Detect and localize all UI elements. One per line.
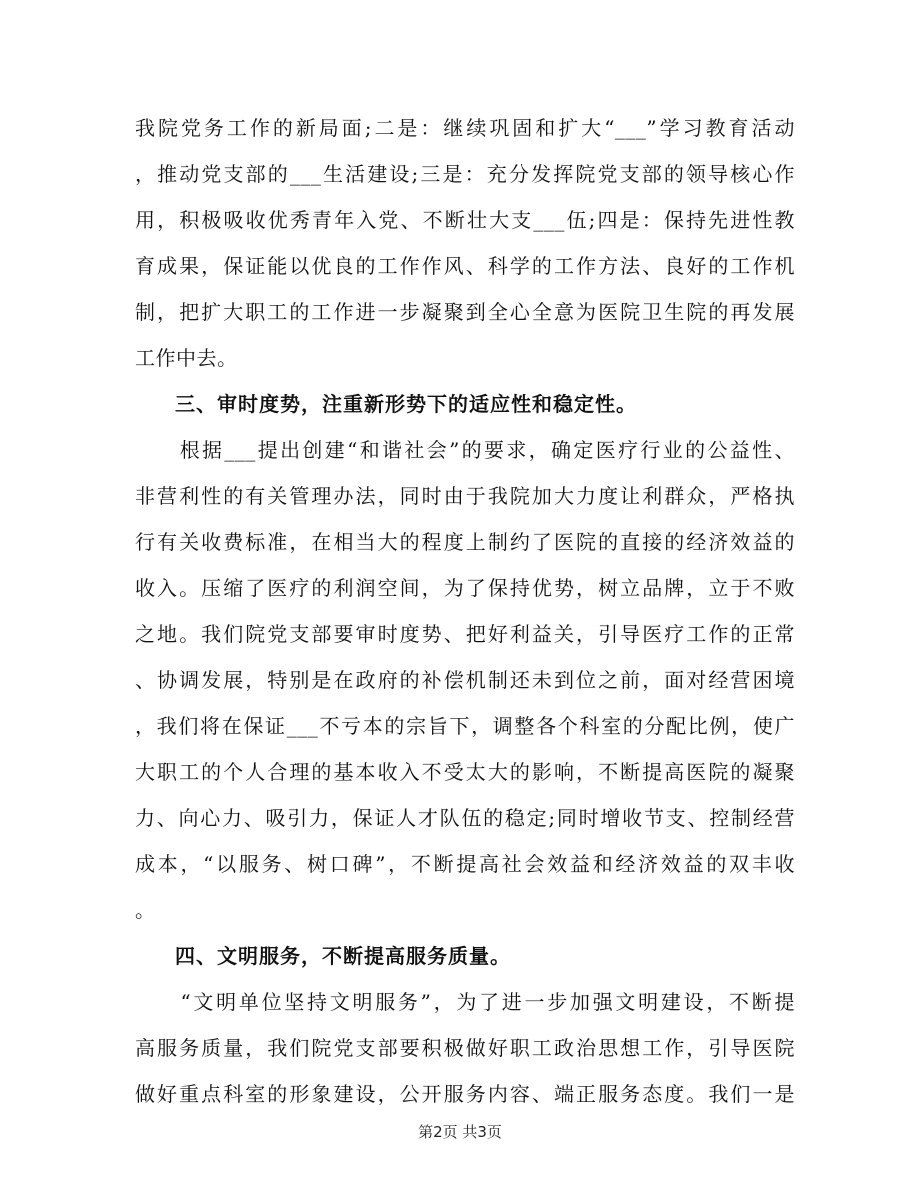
paragraph-1-line-6: 工作中去。 [135, 346, 238, 370]
paragraph-2-line-8: 大职工的个人合理的基本收入不受太大的影响，不断提高医院的凝聚 [135, 760, 795, 784]
paragraph-2-line-11: 。 [135, 898, 156, 922]
paragraph-2-line-1: 根据___提出创建“和谐社会”的要求，确定医疗行业的公益性、 [135, 438, 795, 462]
paragraph-1-line-4: 育成果，保证能以优良的工作作风、科学的工作方法、良好的工作机 [135, 254, 795, 278]
paragraph-3-line-1: “文明单位坚持文明服务”，为了进一步加强文明建设，不断提 [135, 990, 795, 1014]
paragraph-2-line-9: 力、向心力、吸引力，保证人才队伍的稳定;同时增收节支、控制经营 [135, 806, 795, 830]
paragraph-2-line-4: 收入。压缩了医疗的利润空间，为了保持优势，树立品牌，立于不败 [135, 576, 795, 600]
paragraph-2-line-2: 非营利性的有关管理办法，同时由于我院加大力度让利群众，严格执 [135, 484, 795, 508]
paragraph-1-line-2: ，推动党支部的___生活建设;三是：充分发挥院党支部的领导核心作 [135, 162, 795, 186]
paragraph-1-line-1: 我院党务工作的新局面;二是：继续巩固和扩大“___”学习教育活动 [135, 116, 795, 140]
paragraph-3-line-3: 做好重点科室的形象建设，公开服务内容、端正服务态度。我们一是 [135, 1082, 795, 1106]
paragraph-3-line-2: 高服务质量，我们院党支部要积极做好职工政治思想工作，引导医院 [135, 1036, 795, 1060]
paragraph-2-line-7: ，我们将在保证___不亏本的宗旨下，调整各个科室的分配比例，使广 [135, 714, 795, 738]
page-footer: 第2页 共3页 [418, 1123, 502, 1141]
paragraph-2-line-3: 行有关收费标准，在相当大的程度上制约了医院的直接的经济效益的 [135, 530, 795, 554]
paragraph-1-line-5: 制，把扩大职工的工作进一步凝聚到全心全意为医院卫生院的再发展 [135, 300, 795, 324]
section-heading-4: 四、文明服务，不断提高服务质量。 [175, 944, 511, 968]
paragraph-2-line-10: 成本，“以服务、树口碑”，不断提高社会效益和经济效益的双丰收 [135, 852, 795, 876]
paragraph-1-line-3: 用，积极吸收优秀青年入党、不断壮大支___伍;四是：保持先进性教 [135, 208, 795, 232]
paragraph-2-line-6: 、协调发展，特别是在政府的补偿机制还未到位之前，面对经营困境 [135, 668, 795, 692]
section-heading-3: 三、审时度势，注重新形势下的适应性和稳定性。 [175, 392, 637, 416]
paragraph-2-line-5: 之地。我们院党支部要审时度势、把好利益关，引导医疗工作的正常 [135, 622, 795, 646]
